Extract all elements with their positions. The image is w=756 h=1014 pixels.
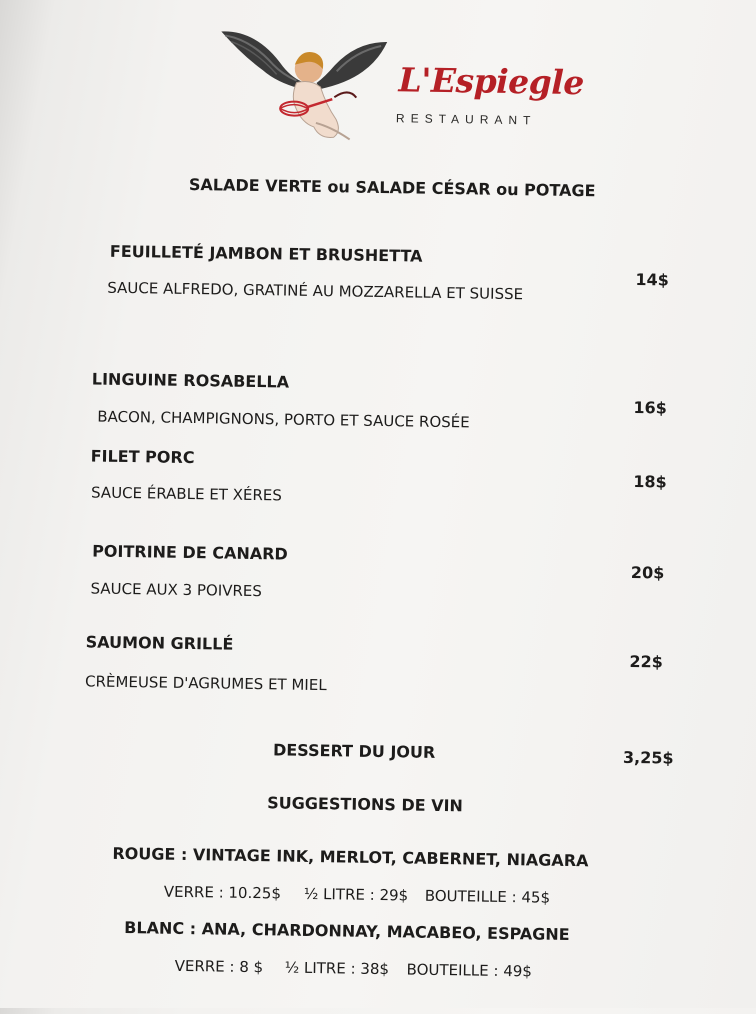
item-price: 20$ <box>630 562 665 583</box>
wine-rouge-label: ROUGE : VINTAGE INK, MERLOT, CABERNET, NIAGARA <box>112 843 589 871</box>
wine-title: SUGGESTIONS DE VIN <box>267 793 464 816</box>
item-price: 18$ <box>633 471 667 492</box>
item-price: 16$ <box>633 397 668 418</box>
item-name: LINGUINE ROSABELLA <box>91 369 290 392</box>
wine-blanc-bouteille: BOUTEILLE : 49$ <box>406 960 533 981</box>
item-price: 14$ <box>635 269 670 290</box>
wine-rouge-verre: VERRE : 10.25$ <box>163 882 282 903</box>
item-name: FEUILLETÉ JAMBON ET BRUSHETTA <box>109 241 423 266</box>
item-desc: SAUCE ALFREDO, GRATINÉ AU MOZZARELLA ET SUISSE <box>107 278 524 304</box>
item-desc: BACON, CHAMPIGNONS, PORTO ET SAUCE ROSÉE <box>97 407 470 432</box>
item-desc: SAUCE ÉRABLE ET XÉRES <box>90 483 282 505</box>
item-desc: CRÈMEUSE D'AGRUMES ET MIEL <box>84 672 327 695</box>
wine-blanc-litre: ½ LITRE : 38$ <box>284 958 390 979</box>
item-name: SAUMON GRILLÉ <box>85 632 234 654</box>
wine-blanc-label: BLANC : ANA, CHARDONNAY, MACABEO, ESPAGNE <box>124 918 570 945</box>
wine-blanc-verre: VERRE : 8 $ <box>174 956 264 977</box>
wine-rouge-bouteille: BOUTEILLE : 45$ <box>424 886 551 907</box>
dessert-name: DESSERT DU JOUR <box>272 740 436 762</box>
dessert-price: 3,25$ <box>622 747 674 768</box>
starter-line: SALADE VERTE ou SALADE CÉSAR ou POTAGE <box>188 174 596 201</box>
item-name: POITRINE DE CANARD <box>92 541 288 564</box>
item-price: 22$ <box>629 651 664 672</box>
brand-subtitle: RESTAURANT <box>395 111 537 128</box>
item-name: FILET PORC <box>90 446 195 468</box>
brand-name: L'Espiegle <box>398 60 585 103</box>
item-desc: SAUCE AUX 3 POIVRES <box>90 579 263 601</box>
wine-rouge-litre: ½ LITRE : 29$ <box>303 884 409 905</box>
